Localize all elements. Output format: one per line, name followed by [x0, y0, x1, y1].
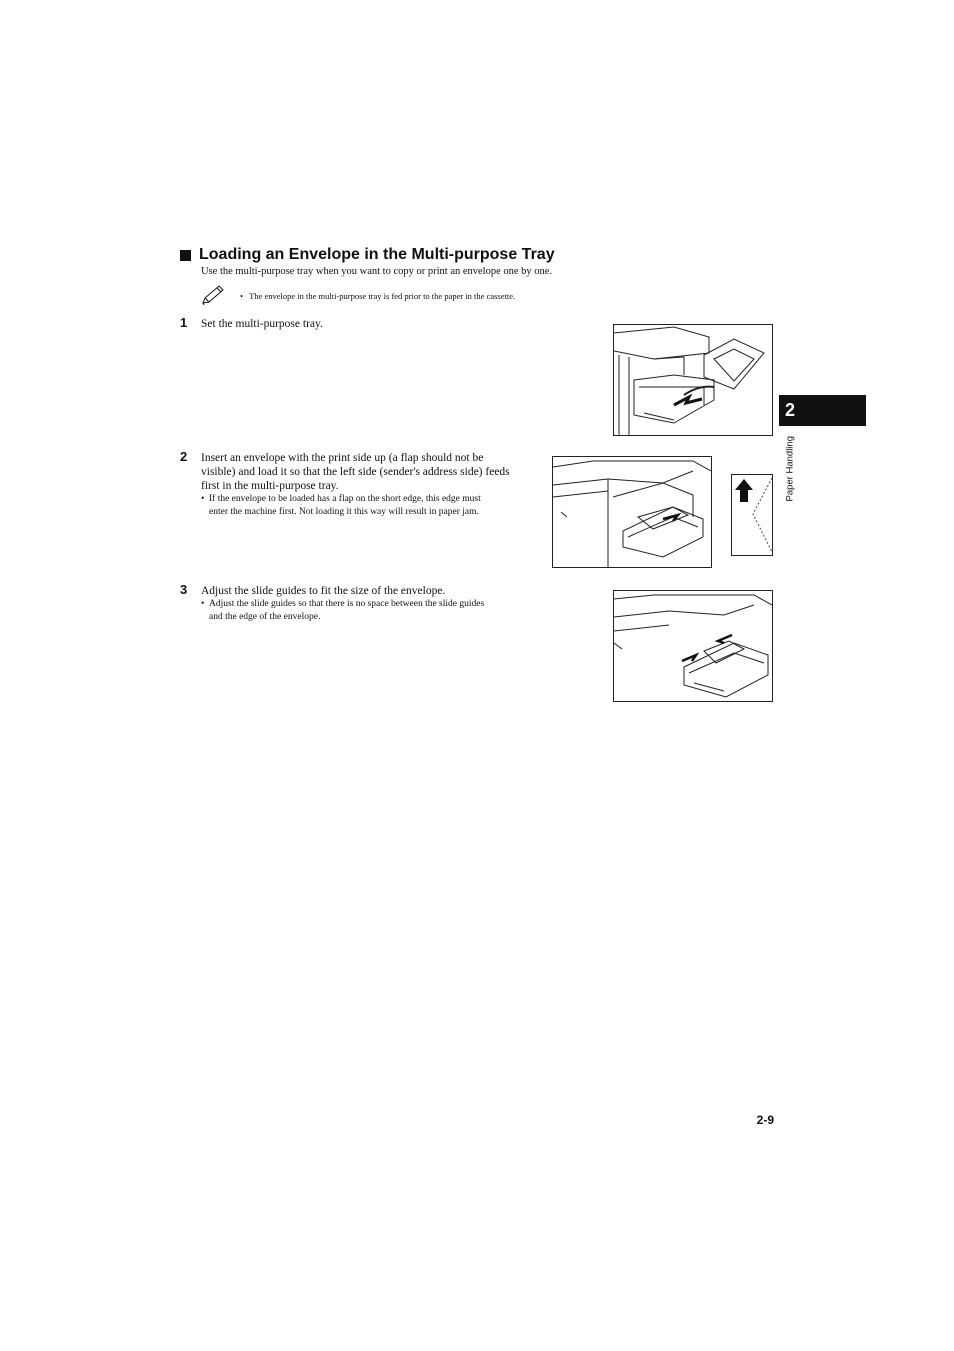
chapter-tab: 2: [779, 395, 866, 426]
step-2-number: 2: [180, 449, 188, 464]
step-2-bullet: [201, 493, 481, 519]
illustration-slide-guides: [613, 590, 773, 702]
step-1-line: Set the multi-purpose tray.: [201, 318, 323, 330]
illustration-set-tray: [613, 324, 773, 436]
step-3-bullet: [201, 598, 484, 624]
step-3-bullet-line-2: and the edge of the envelope.: [209, 612, 321, 622]
pencil-note-icon: [201, 284, 225, 306]
note-content: The envelope in the multi-purpose tray is fed prior to the paper in the cassette.: [249, 291, 516, 301]
step-2-line-3: first in the multi-purpose tray.: [201, 480, 339, 492]
intro-text: Use the multi-purpose tray when you want to copy or print an envelope one by one.: [201, 266, 553, 277]
side-label: Paper Handling: [784, 436, 796, 502]
step-2-line-2: visible) and load it so that the left side (sender's address side) feeds: [201, 466, 510, 478]
illustration-envelope-orientation: [731, 474, 773, 556]
step-3-number: 3: [180, 582, 188, 597]
step-3-text: [201, 584, 445, 598]
step-1-text: [201, 317, 323, 331]
step-3-bullet-line-1: Adjust the slide guides so that there is no space between the slide guides: [209, 599, 485, 609]
illustration-insert-envelope: [552, 456, 712, 568]
bullet-dot: •: [201, 494, 205, 504]
heading-square-icon: [180, 250, 191, 261]
section-heading-text: Loading an Envelope in the Multi-purpose Tray: [199, 246, 555, 263]
note-text: [240, 291, 515, 301]
bullet-dot: •: [201, 599, 205, 609]
step-2-line-1: Insert an envelope with the print side up (a flap should not be: [201, 452, 484, 464]
step-3-line: Adjust the slide guides to fit the size of the envelope.: [201, 585, 446, 597]
step-2-bullet-line-1: If the envelope to be loaded has a flap on the short edge, this edge must: [209, 494, 481, 504]
page-number: 2-9: [756, 1113, 774, 1127]
step-2-bullet-line-2: enter the machine first. Not loading it this way will result in paper jam.: [209, 507, 479, 517]
section-heading: [180, 246, 555, 264]
note-bullet: •: [240, 291, 243, 301]
step-1-number: 1: [180, 315, 188, 330]
step-2-text: [201, 451, 510, 493]
